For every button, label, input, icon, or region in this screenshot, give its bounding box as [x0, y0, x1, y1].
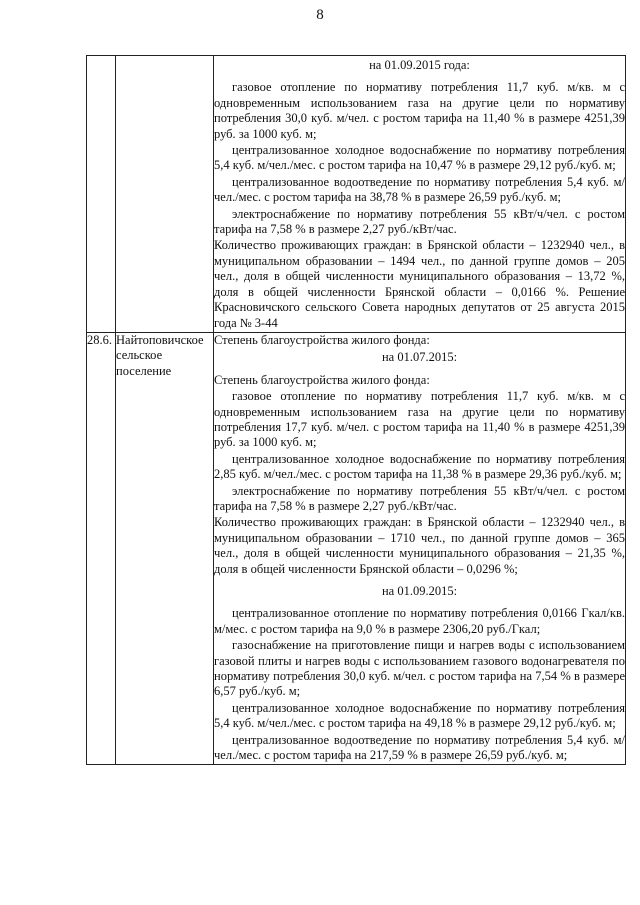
section-intro: Степень благоустройства жилого фонда: [214, 372, 430, 387]
row-number-cell [87, 56, 116, 333]
paragraph: электроснабжение по нормативу потребления 55 кВт/ч/чел. с ростом тарифа на 7,58 % в размере 2,27 руб./кВт/час. [214, 206, 625, 237]
paragraph: газовое отопление по нормативу потребления 11,7 куб. м/кв. м с одновременным использованием газа на другие цели по нормативу потребления 30,0 куб. м/чел. с ростом тарифа на 11,40 % в размере 4251,39 руб. за 1000 куб. м; [214, 80, 625, 141]
population-paragraph: Количество проживающих граждан: в Брянской области – 1232940 чел., в муниципальном образовании – 1494 чел., по данной группе домов – 205 чел., доля в общей численности муниципального образования – 13,72 %, доля в общей численности Брянской области – 0,0166 %. Решение Красновичского сельского Совета народных депутатов от 25 августа 2015 года № 3-44 [214, 238, 625, 330]
paragraph: централизованное холодное водоснабжение по нормативу потребления 5,4 куб. м/чел./мес. с ростом тарифа на 49,18 % в размере 29,12 руб./куб. м; [214, 700, 625, 731]
paragraph: централизованное отопление по нормативу потребления 0,0166 Гкал/кв. м/мес. с ростом тарифа на 9,0 % в размере 2306,20 руб./Гкал; [214, 606, 625, 636]
section-intro: Степень благоустройства жилого фонда: [214, 332, 430, 347]
settlement-name-cell [116, 56, 214, 333]
tariff-table [86, 55, 626, 765]
paragraph: централизованное холодное водоснабжение по нормативу потребления 5,4 куб. м/чел./мес. с ростом тарифа на 10,47 % в размере 29,12 руб./куб. м; [214, 143, 625, 173]
paragraph: газовое отопление по нормативу потребления 11,7 куб. м/кв. м с одновременным использованием газа на другие цели по нормативу потребления 17,7 куб. м/чел. с ростом тарифа на 11,40 % в размере 4251,39 руб. за 1000 куб. м; [214, 389, 625, 450]
population-paragraph: Количество проживающих граждан: в Брянской области – 1232940 чел., в муниципальном образовании – 1710 чел., по данной группе домов – 365 чел., доля в общей численности муниципального образования – 21,35 %, доля в общей численности Брянской области – 0,0296 %; [214, 515, 625, 576]
table-row [87, 56, 626, 333]
page-number: 8 [316, 7, 324, 23]
date-header: на 01.09.2015: [381, 584, 458, 598]
paragraph: централизованное холодное водоснабжение по нормативу потребления 2,85 куб. м/чел./мес. с ростом тарифа на 11,38 % в размере 29,36 руб./куб. м; [214, 451, 625, 482]
table-row [87, 332, 626, 765]
paragraph: электроснабжение по нормативу потребления 55 кВт/ч/чел. с ростом тарифа на 7,58 % в размере 2,27 руб./кВт/час. [214, 483, 625, 513]
paragraph: газоснабжение на приготовление пищи и нагрев воды с использованием газовой плиты и нагрев воды с использованием газового водонагревателя по нормативу потребления 30,0 куб. м/чел. с ростом тарифа на 7,54 % в размере 6,57 руб./куб. м; [214, 638, 625, 699]
date-header: на 01.07.2015: [381, 350, 458, 365]
tariff-description-cell [214, 332, 626, 765]
settlement-name-cell: Найтоповичское сельское поселение [116, 332, 214, 765]
paragraph: централизованное водоотведение по нормативу потребления 5,4 куб. м/чел./мес. с ростом тарифа на 217,59 % в размере 26,59 руб./куб. м; [214, 732, 625, 763]
row-number-cell: 28.6. [87, 332, 116, 765]
paragraph: централизованное водоотведение по нормативу потребления 5,4 куб. м/чел./мес. с ростом тарифа на 38,78 % в размере 26,59 руб./куб. м; [214, 174, 625, 205]
tariff-description-cell [214, 56, 626, 333]
date-header: на 01.09.2015 года: [369, 58, 470, 72]
